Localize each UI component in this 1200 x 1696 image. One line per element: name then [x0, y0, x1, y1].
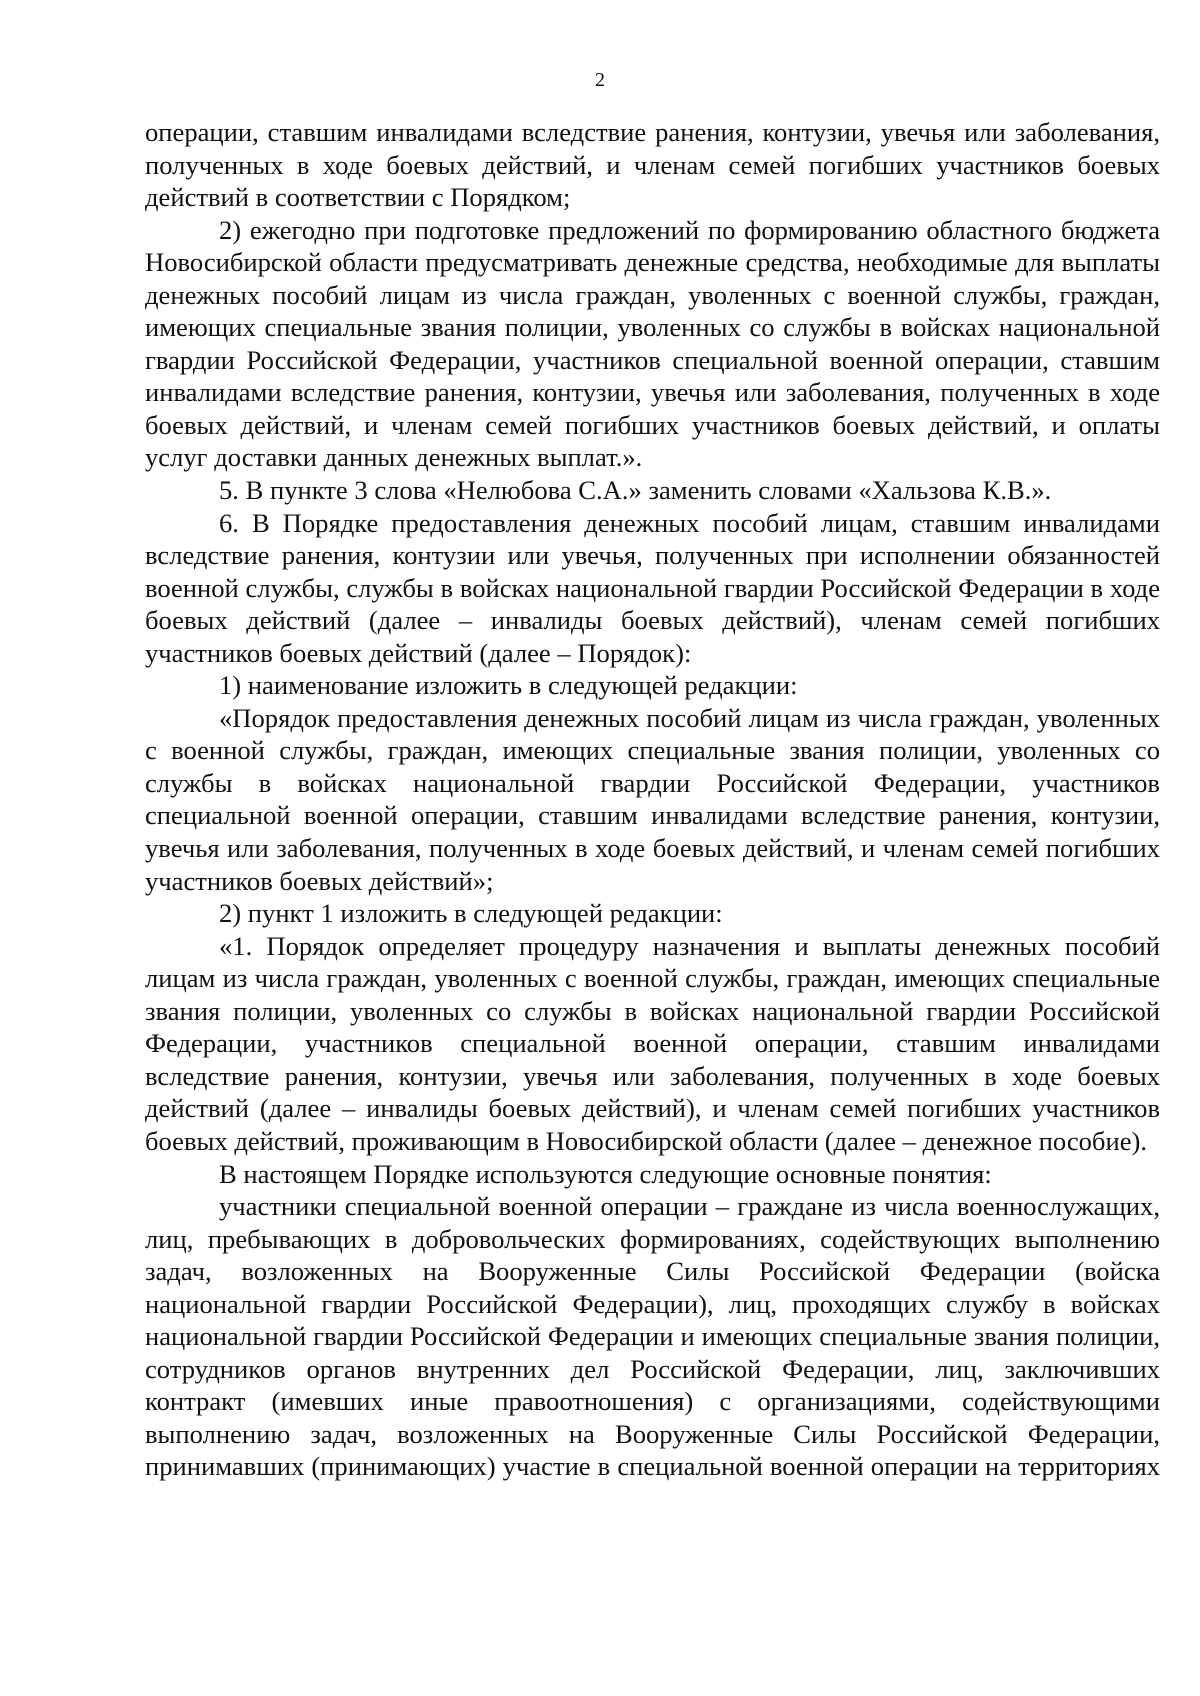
paragraph: 2) пункт 1 изложить в следующей редакции: — [219, 898, 723, 929]
paragraph: 1) наименование изложить в следующей редакции: — [219, 670, 798, 701]
paragraph: операции, ставшим инвалидами вследствие ранения, контузии, увечья или заболевания, полученных в ходе боевых действий, и членам семей погибших участников боевых действий в соответствии с Порядком; — [145, 117, 1160, 213]
paragraph: 6. В Порядке предоставления денежных пособий лицам, ставшим инвалидами вследствие ранения, контузии или увечья, полученных при исполнении обязанностей военной службы, службы в войсках национальной гвардии Российской Федерации в ходе боевых действий (далее – инвалиды боевых действий), членам семей погибших участников боевых действий (далее – Порядок): — [145, 507, 1160, 668]
paragraph: «Порядок предоставления денежных пособий лицам из числа граждан, уволенных с военной службы, граждан, имеющих специальные звания полиции, уволенных со службы в войсках национальной гвардии Российской Федерации, участников специальной военной операции, ставшим инвалидами вследствие ранения, контузии, увечья или заболевания, полученных в ходе боевых действий, и членам семей погибших участников боевых действий»; — [145, 702, 1160, 896]
paragraph: 5. В пункте 3 слова «Нелюбова С.А.» заменить словами «Хальзова К.В.». — [219, 475, 1052, 506]
paragraph: участники специальной военной операции – граждане из числа военнослужащих, лиц, пребывающих в добровольческих формированиях, содействующих выполнению задач, возложенных на Вооруженные Силы Российской Федерации (войска национальной гвардии Российской Федерации), лиц, проходящих службу в войсках национальной гвардии Российской Федерации и имеющих специальные звания полиции, сотрудников органов внутренних дел Российской Федерации, лиц, заключивших контракт (имевших иные правоотношения) с организациями, содействующими выполнению задач, возложенных на Вооруженные Силы Российской Федерации, принимавших (принимающих) участие в специальной военной операции на территориях — [145, 1191, 1160, 1482]
paragraph: В настоящем Порядке используются следующие основные понятия: — [219, 1158, 992, 1189]
page-number: 2 — [595, 69, 605, 91]
document-body — [145, 116, 1160, 1483]
paragraph: «1. Порядок определяет процедуру назначения и выплаты денежных пособий лицам из числа граждан, уволенных с военной службы, граждан, имеющих специальные звания полиции, уволенных со службы в войсках национальной гвардии Российской Федерации, участников специальной военной операции, ставшим инвалидами вследствие ранения, контузии, увечья или заболевания, полученных в ходе боевых действий (далее – инвалиды боевых действий), и членам семей погибших участников боевых действий, проживающим в Новосибирской области (далее – денежное пособие). — [145, 930, 1160, 1156]
paragraph: 2) ежегодно при подготовке предложений по формированию областного бюджета Новосибирской области предусматривать денежные средства, необходимые для выплаты денежных пособий лицам из числа граждан, уволенных с военной службы, граждан, имеющих специальные звания полиции, уволенных со службы в войсках национальной гвардии Российской Федерации, участников специальной военной операции, ставшим инвалидами вследствие ранения, контузии, увечья или заболевания, полученных в ходе боевых действий, и членам семей погибших участников боевых действий, и оплаты услуг доставки данных денежных выплат.». — [145, 214, 1160, 473]
